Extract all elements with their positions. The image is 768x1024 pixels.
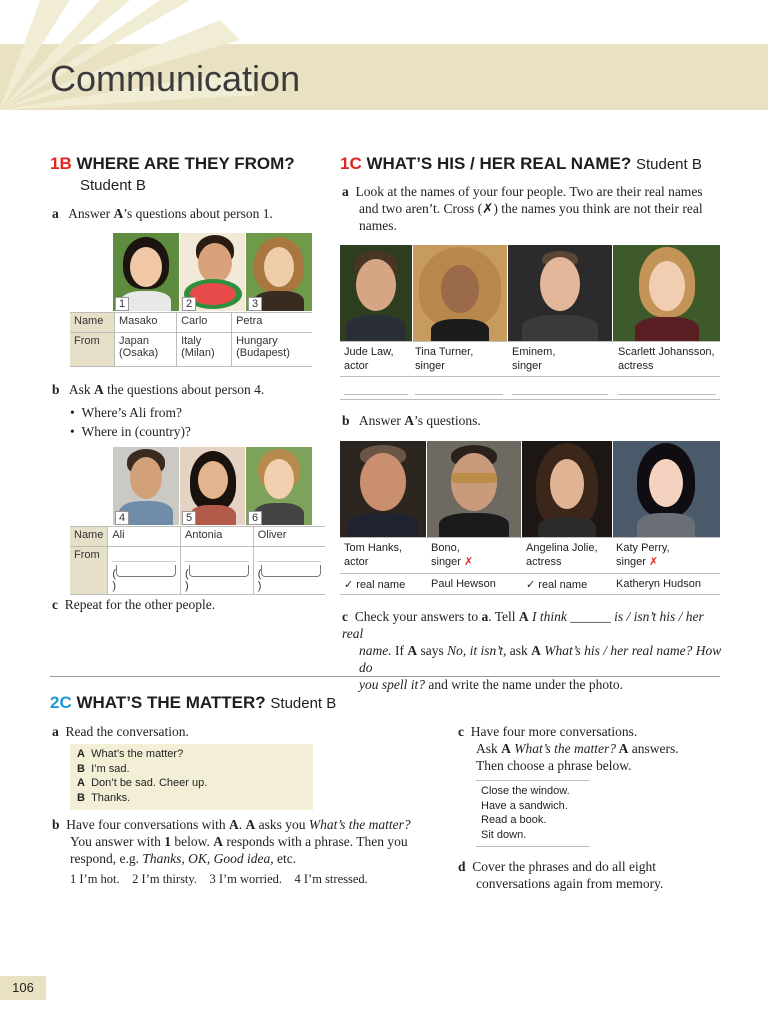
photo-number: 3 xyxy=(248,297,262,311)
bracket-close: ) xyxy=(257,580,262,592)
answer-line[interactable] xyxy=(344,394,408,395)
instruction-b xyxy=(52,381,264,398)
instruction-b xyxy=(52,816,422,867)
row-label: From xyxy=(70,333,115,367)
phrase-list xyxy=(481,784,570,842)
instruction-text: Answer xyxy=(68,206,114,221)
item-letter: c xyxy=(342,609,348,624)
instruction-d xyxy=(458,858,718,892)
blank-answer-cell[interactable] xyxy=(181,547,254,595)
answer-line[interactable] xyxy=(415,394,503,395)
answer-text: real name xyxy=(356,579,406,591)
instruction-text: Answer xyxy=(358,413,405,428)
instruction-text: etc. xyxy=(273,851,297,866)
answer-text: Katheryn Hudson xyxy=(616,578,701,590)
section-1c-heading xyxy=(340,154,702,174)
section-role: Student B xyxy=(80,177,146,194)
instruction-bold: A xyxy=(407,643,418,658)
cell-line: Italy xyxy=(181,335,202,347)
instruction-text: . Tell xyxy=(488,609,519,624)
photo-celebrity-3 xyxy=(508,245,612,341)
instruction-c xyxy=(458,723,718,774)
photo-person-3 xyxy=(246,233,312,311)
conversation-line: What’s the matter? xyxy=(91,748,184,760)
photo-celebrity-6 xyxy=(427,441,521,537)
caption-name: Jude Law, xyxy=(344,346,394,358)
instruction-text: If xyxy=(391,643,408,658)
instruction-text: ’s questions. xyxy=(414,413,481,428)
table-cell: Antonia xyxy=(181,527,254,547)
photo-person-4 xyxy=(113,447,179,525)
photo-number: 2 xyxy=(182,297,196,311)
item-letter: b xyxy=(52,817,60,832)
instruction-bold: a xyxy=(481,609,489,624)
item-letter: a xyxy=(52,206,59,221)
table-cell: Ali xyxy=(108,527,181,547)
cross-mark: ✗ xyxy=(649,556,659,568)
caption-name: Tina Turner, xyxy=(415,346,474,358)
section-title: WHAT’S HIS / HER REAL NAME? xyxy=(366,154,632,173)
speaker: B xyxy=(77,762,85,775)
instruction-bold: A xyxy=(616,741,629,756)
section-1b-heading xyxy=(50,154,295,174)
item-letter: a xyxy=(342,184,349,199)
people-table-1 xyxy=(70,312,312,367)
feelings-list xyxy=(70,872,368,887)
instruction-text: Have four more conversations. xyxy=(470,724,638,739)
people-table-2 xyxy=(70,526,325,595)
bracket-blank xyxy=(116,565,176,577)
caption-name: Angelina Jolie, xyxy=(526,542,598,554)
table-cell: Petra xyxy=(232,313,312,333)
caption-cell xyxy=(344,345,394,373)
bracket-blank xyxy=(261,565,321,577)
caption-job: actress xyxy=(618,360,654,372)
table-cell xyxy=(232,333,312,367)
section-divider xyxy=(50,676,720,677)
instruction-text: Repeat for the other people. xyxy=(64,597,216,612)
page-title: Communication xyxy=(50,58,301,99)
instruction-text: Cover the phrases and do all eight xyxy=(472,859,656,874)
answer-text: Paul Hewson xyxy=(431,578,496,590)
phrase-item: Have a sandwich. xyxy=(481,799,568,812)
photo-number: 6 xyxy=(248,511,262,525)
photo-number: 4 xyxy=(115,511,129,525)
item-letter: d xyxy=(458,859,466,874)
instruction-italic: name. xyxy=(359,643,392,658)
item-letter: b xyxy=(342,413,350,428)
speaker: A xyxy=(77,777,85,789)
bracket-blank xyxy=(189,565,249,577)
instruction-text: Check your answers to xyxy=(354,609,482,624)
caption-cell xyxy=(618,345,715,373)
instruction-text: responds with a phrase. Then you xyxy=(223,834,408,849)
item-letter: c xyxy=(458,724,464,739)
table-cell xyxy=(177,333,232,367)
table-cell xyxy=(115,333,177,367)
instruction-text: says xyxy=(417,643,448,658)
bracket-open: ( xyxy=(185,568,189,580)
answer-cell xyxy=(431,578,496,590)
caption-job: singer xyxy=(431,556,461,568)
feeling-item: 2 I’m thirsty. xyxy=(132,872,197,886)
photo-celebrity-2 xyxy=(413,245,507,341)
instruction-bold: A xyxy=(518,609,529,624)
caption-job: singer xyxy=(616,556,646,568)
instruction-text: ’s questions about person 1. xyxy=(123,206,273,221)
speaker: B xyxy=(77,791,85,804)
instruction-b xyxy=(342,412,481,429)
photo-person-1 xyxy=(113,233,179,311)
answer-cell xyxy=(526,578,587,591)
photo-celebrity-4 xyxy=(613,245,720,341)
instruction-a xyxy=(52,723,189,740)
instruction-text: names. xyxy=(359,218,397,233)
caption-cell xyxy=(344,541,402,569)
instruction-italic: What’s the matter? xyxy=(308,817,411,832)
answer-cell xyxy=(344,578,405,591)
photo-person-5 xyxy=(180,447,245,525)
caption-cell xyxy=(415,345,473,373)
item-letter: a xyxy=(52,724,59,739)
conversation-line: I’m sad. xyxy=(91,762,130,775)
instruction-text: asks you xyxy=(255,817,309,832)
tick-mark: ✓ xyxy=(526,579,536,591)
bullet-text: Where’s Ali from? xyxy=(81,405,182,420)
instruction-bold: A xyxy=(245,817,256,832)
photo-person-6 xyxy=(246,447,312,525)
bullet-item: • Where’s Ali from? xyxy=(70,405,182,420)
bracket-close: ) xyxy=(112,580,117,592)
caption-name: Bono, xyxy=(431,542,460,554)
instruction-bold: A xyxy=(94,382,104,397)
instruction-italic: What’s his / her real name? How do xyxy=(359,643,722,675)
instruction-text: conversations again from memory. xyxy=(476,876,664,891)
instruction-italic: What’s the matter? xyxy=(510,741,617,756)
instruction-text: You answer with xyxy=(70,834,165,849)
bullet-text: Where in (country)? xyxy=(81,424,191,439)
speaker: A xyxy=(77,748,85,760)
caption-cell xyxy=(526,541,598,569)
instruction-text: below. xyxy=(171,834,214,849)
section-2c-heading xyxy=(50,693,336,713)
instruction-c xyxy=(342,608,722,693)
caption-name: Scarlett Johansson, xyxy=(618,346,715,358)
photo-person-2 xyxy=(180,233,245,311)
instruction-text: Ask xyxy=(476,741,502,756)
cell-line: Hungary xyxy=(236,335,278,347)
caption-job: actor xyxy=(344,556,369,568)
photo-celebrity-1 xyxy=(340,245,412,341)
instruction-a xyxy=(52,205,273,222)
conversation-line: Thanks. xyxy=(91,791,131,804)
section-role: Student B xyxy=(635,156,702,173)
instruction-bold: A xyxy=(501,741,511,756)
conversation-line: Don’t be sad. Cheer up. xyxy=(91,777,208,789)
bracket-close: ) xyxy=(185,580,189,592)
instruction-bold: A xyxy=(213,834,224,849)
instruction-text: and two aren’t. Cross (✗) the names you think are not their real xyxy=(359,201,703,216)
item-letter: c xyxy=(52,597,58,612)
phrase-item: Close the window. xyxy=(481,785,570,797)
caption-cell xyxy=(512,345,555,373)
instruction-bold: A xyxy=(404,413,415,428)
caption-job: singer xyxy=(512,360,542,372)
instruction-italic: you spell it? xyxy=(359,677,425,692)
instruction-italic: Thanks, OK, Good idea, xyxy=(142,851,274,866)
photo-celebrity-7 xyxy=(522,441,612,537)
instruction-text: Look at the names of your four people. Two are their real names xyxy=(355,184,703,199)
instruction-a xyxy=(342,183,722,234)
table-cell: Masako xyxy=(115,313,177,333)
row-label: Name xyxy=(70,313,115,333)
instruction-bold: 1 xyxy=(164,834,172,849)
instruction-text: the questions about person 4. xyxy=(103,382,265,397)
instruction-text: Ask xyxy=(68,382,95,397)
bracket-open: ( xyxy=(112,568,117,580)
instruction-text: ask xyxy=(506,643,532,658)
cross-mark: ✗ xyxy=(464,556,474,568)
table-cell: Oliver xyxy=(253,527,325,547)
photo-celebrity-8 xyxy=(613,441,720,537)
answer-cell xyxy=(616,578,701,590)
instruction-c xyxy=(52,596,215,613)
section-number: 2C xyxy=(50,693,72,712)
instruction-text: Then choose a phrase below. xyxy=(476,758,632,773)
instruction-text: respond, e.g. xyxy=(70,851,143,866)
feeling-item: 1 I’m hot. xyxy=(70,872,120,886)
phrase-item: Read a book. xyxy=(481,814,547,826)
section-number: 1C xyxy=(340,154,362,173)
cell-line: Japan xyxy=(119,335,149,347)
caption-name: Eminem, xyxy=(512,346,556,358)
caption-job: singer xyxy=(415,360,445,372)
cell-line: (Milan) xyxy=(181,347,215,359)
photo-number: 5 xyxy=(182,511,196,525)
caption-job: actor xyxy=(344,360,369,372)
photo-number: 1 xyxy=(115,297,129,311)
caption-cell xyxy=(431,541,473,569)
instruction-bold: A xyxy=(228,817,239,832)
section-title: WHERE ARE THEY FROM? xyxy=(76,154,295,173)
answer-text: real name xyxy=(538,579,588,591)
bullet-item: • Where in (country)? xyxy=(70,424,191,439)
blank-answer-cell[interactable] xyxy=(108,547,181,595)
phrase-item: Sit down. xyxy=(481,828,527,841)
cell-line: (Osaka) xyxy=(119,347,159,359)
item-letter: b xyxy=(52,382,60,397)
instruction-italic: I think ______ is / isn’t his / her real xyxy=(342,609,704,641)
caption-name: Tom Hanks, xyxy=(344,542,403,554)
cell-line: (Budapest) xyxy=(236,347,290,359)
blank-answer-cell[interactable] xyxy=(253,547,325,595)
instruction-italic: No, it isn’t, xyxy=(447,643,507,658)
instruction-bold: A xyxy=(531,643,541,658)
feeling-item: 3 I’m worried. xyxy=(209,872,283,886)
table-cell: Carlo xyxy=(177,313,232,333)
section-number: 1B xyxy=(50,154,72,173)
instruction-text: and write the name under the photo. xyxy=(425,677,623,692)
instruction-bold: A xyxy=(113,206,124,221)
conversation-box xyxy=(70,744,313,810)
section-title: WHAT’S THE MATTER? xyxy=(76,693,266,712)
instruction-text: . xyxy=(238,817,246,832)
section-role: Student B xyxy=(270,695,337,712)
row-label: From xyxy=(70,547,108,595)
caption-name: Katy Perry, xyxy=(616,542,670,554)
caption-cell xyxy=(616,541,670,569)
tick-mark: ✓ xyxy=(344,579,354,591)
answer-line[interactable] xyxy=(512,394,608,395)
instruction-text: answers. xyxy=(628,741,679,756)
feeling-item: 4 I’m stressed. xyxy=(294,872,368,886)
page-number: 106 xyxy=(0,976,46,1000)
instruction-text: Have four conversations with xyxy=(66,817,229,832)
photo-celebrity-5 xyxy=(340,441,426,537)
bracket-open: ( xyxy=(257,568,262,580)
answer-line[interactable] xyxy=(618,394,716,395)
instruction-text: Read the conversation. xyxy=(65,724,189,739)
row-label: Name xyxy=(70,527,108,547)
caption-job: actress xyxy=(526,556,562,568)
